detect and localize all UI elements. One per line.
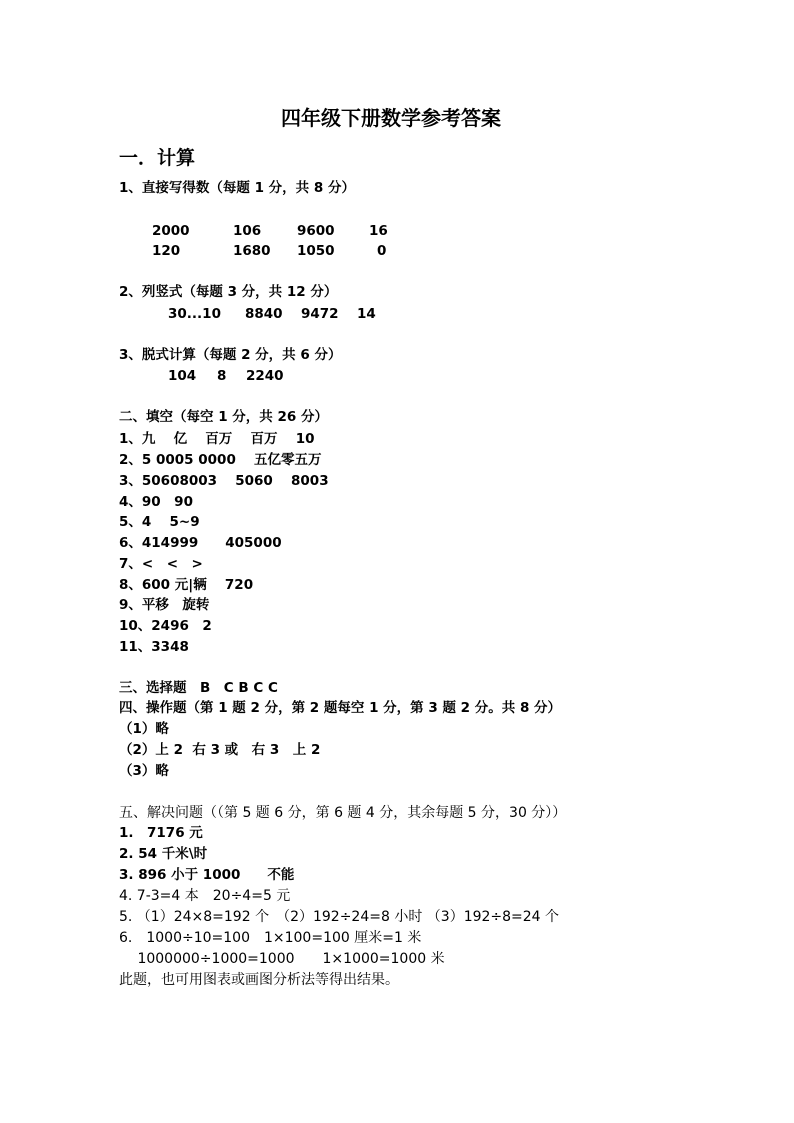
list-item: 5、4 5~9 [119, 514, 200, 530]
section-3-heading: 三、选择题 B C B C C [119, 680, 278, 696]
section-4-heading: 四、操作题（第 1 题 2 分，第 2 题每空 1 分，第 3 题 2 分。共 8 分） [119, 700, 562, 716]
question-2-label: 2、列竖式（每题 3 分，共 12 分） [119, 284, 338, 300]
list-item: （3）略 [119, 763, 169, 779]
answer-cell: 1680 [233, 243, 271, 259]
section-5-heading: 五、解决问题（（第 5 题 6 分，第 6 题 4 分，其余每题 5 分，30 分）） [119, 805, 567, 821]
list-item: 6. 1000÷10=100 1×100=100 厘米=1 米 [119, 930, 422, 946]
section-1-heading: 一．计算 [119, 147, 196, 169]
list-item: 5. （1）24×8=192 个 （2）192÷24=8 小时 （3）192÷8=24 个 [119, 909, 560, 925]
list-item: 9、平移 旋转 [119, 597, 210, 613]
question-1-label: 1、直接写得数（每题 1 分，共 8 分） [119, 180, 355, 196]
answer-cell: 1050 [297, 243, 335, 259]
list-item: 10、2496 2 [119, 618, 212, 634]
answer-cell: 0 [377, 243, 387, 259]
answer-cell: 106 [233, 223, 262, 239]
list-item: （2）上 2 右 3 或 右 3 上 2 [119, 742, 321, 758]
question-3-label: 3、脱式计算（每题 2 分，共 6 分） [119, 347, 342, 363]
list-item: 1、九 亿 百万 百万 10 [119, 431, 315, 447]
answer-cell: 120 [152, 243, 181, 259]
answer-cell: 2000 [152, 223, 190, 239]
list-item: 6、414999 405000 [119, 535, 282, 551]
list-item: 3、50608003 5060 8003 [119, 473, 329, 489]
answer-cell: 9600 [297, 223, 335, 239]
list-item: 1000000÷1000=1000 1×1000=1000 米 [119, 951, 445, 967]
list-item: （1）略 [119, 721, 169, 737]
answer-cell: 104 [168, 368, 197, 384]
list-item: 3. 896 小于 1000 不能 [119, 867, 295, 883]
answer-cell: 9472 [301, 306, 339, 322]
list-item: 1. 7176 元 [119, 825, 203, 841]
answer-cell: 8840 [245, 306, 283, 322]
answer-cell: 2240 [246, 368, 284, 384]
answer-cell: 30...10 [168, 306, 221, 322]
list-item: 4、90 90 [119, 494, 193, 510]
list-item: 8、600 元|辆 720 [119, 577, 254, 593]
closing-note: 此题，也可用图表或画图分析法等得出结果。 [119, 972, 399, 988]
list-item: 11、3348 [119, 639, 189, 655]
list-item: 4. 7-3=4 本 20÷4=5 元 [119, 888, 291, 904]
list-item: 2、5 0005 0000 五亿零五万 [119, 452, 322, 468]
list-item: 2. 54 千米\时 [119, 846, 208, 862]
document-title: 四年级下册数学参考答案 [281, 106, 501, 130]
answer-cell: 8 [217, 368, 227, 384]
answer-cell: 14 [357, 306, 376, 322]
answer-cell: 16 [369, 223, 388, 239]
list-item: 7、< < > [119, 556, 203, 572]
section-2-heading: 二、填空（每空 1 分，共 26 分） [119, 409, 328, 425]
